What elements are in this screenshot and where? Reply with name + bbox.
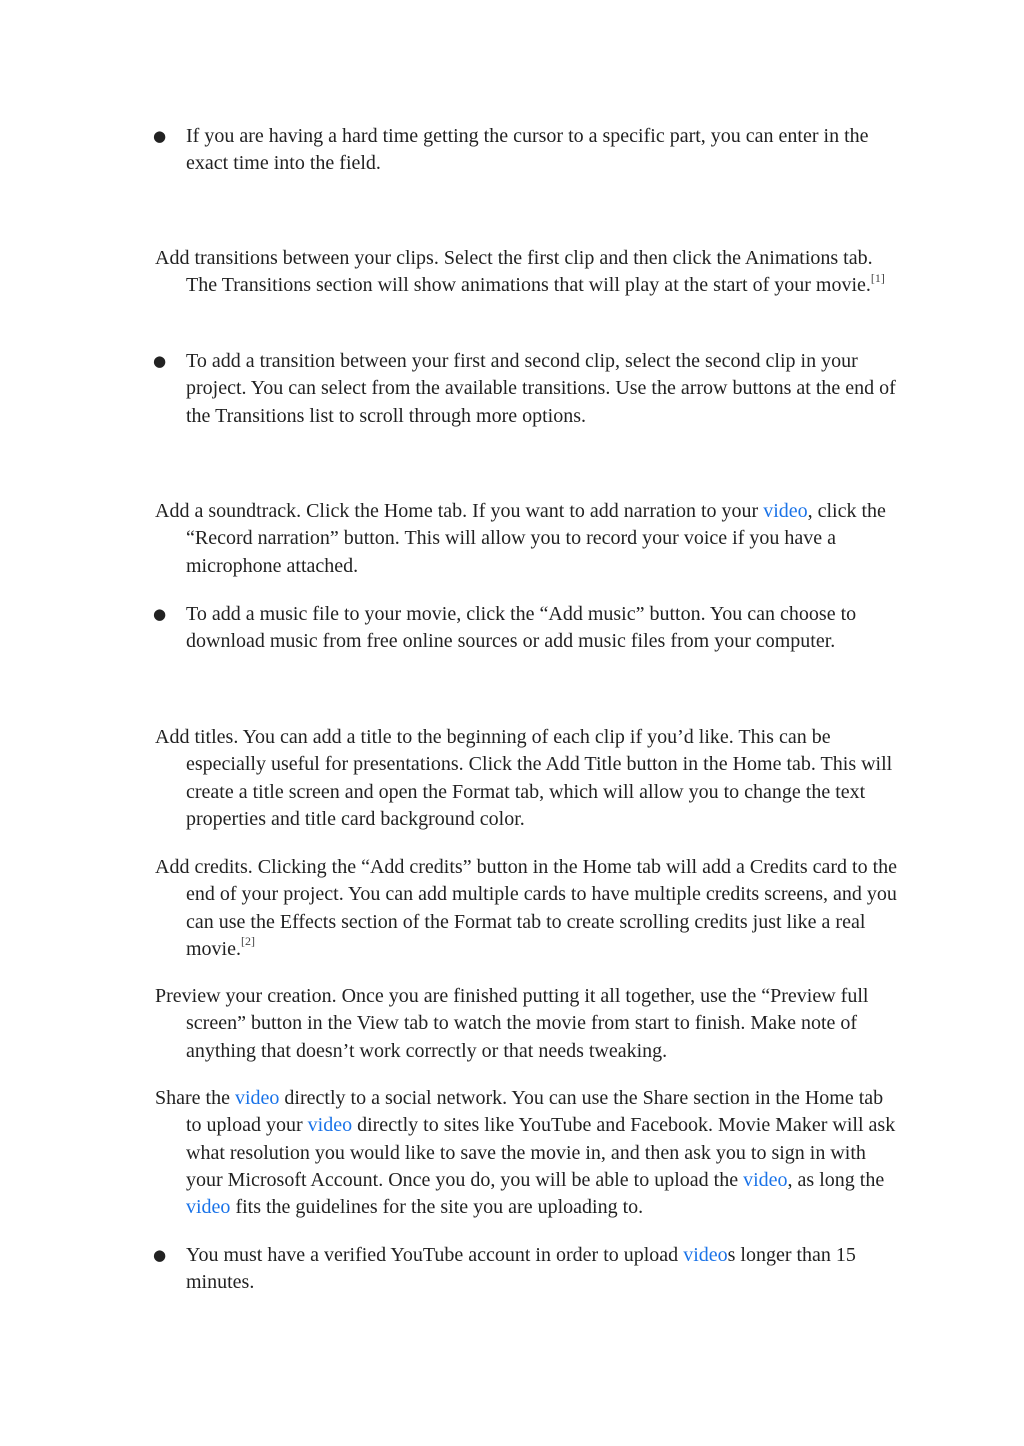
bullet-youtube-tip bbox=[153, 1242, 900, 1297]
step-text-part: directly to a social network. You can use the Share section in the Home tab to upload your bbox=[186, 1087, 884, 1137]
bullet-text: To add a music file to your movie, click the “Add music” button. You can choose to download music from free online sources or add music files from your computer. bbox=[186, 603, 857, 653]
step-text-part: , as long the bbox=[787, 1168, 885, 1191]
step-text: Preview your creation. Once you are finished putting it all together, use the “Preview full screen” button in the View tab to watch the movie from start to finish. Make note of anything that doesn’t work correctly or that needs tweaking. bbox=[155, 985, 869, 1062]
bullet-music-tip bbox=[153, 601, 900, 656]
video-link[interactable]: video bbox=[683, 1244, 728, 1266]
step-text-part: fits the guidelines for the site you are uploading to. bbox=[230, 1196, 644, 1219]
step-text: Add credits. Clicking the “Add credits” button in the Home tab will add a Credits card to the end of your project. You can add multiple cards to have multiple credits screens, and you can use the Effects section of the Format tab to create scrolling credits just like a real movie. bbox=[155, 856, 898, 960]
step-share bbox=[155, 1085, 900, 1221]
bullet-icon: ● bbox=[153, 605, 167, 623]
video-link[interactable]: video bbox=[186, 1196, 231, 1219]
bullet-text: If you are having a hard time getting the cursor to a specific part, you can enter in the exact time into the field. bbox=[186, 125, 869, 175]
step-text-before: Add a soundtrack. Click the Home tab. If you want to add narration to your bbox=[155, 500, 764, 522]
step-add-credits bbox=[155, 854, 900, 963]
step-text-after: , click the “Record narration” button. This will allow you to record your voice if you have a microphone attached. bbox=[186, 500, 886, 577]
bullet-icon: ● bbox=[153, 1246, 167, 1264]
step-preview bbox=[155, 983, 900, 1065]
video-link[interactable]: video bbox=[763, 500, 808, 522]
video-link[interactable]: video bbox=[743, 1168, 788, 1191]
video-link[interactable]: video bbox=[307, 1114, 353, 1137]
citation-1[interactable]: [1] bbox=[870, 270, 885, 285]
step-add-titles bbox=[155, 724, 900, 833]
video-link[interactable]: video bbox=[234, 1087, 280, 1109]
bullet-icon: ● bbox=[153, 127, 167, 145]
step-text: Add titles. You can add a title to the beginning of each clip if you’d like. This can be especially useful for presentations. Click the Add Title button in the Home tab. This will create a title screen and open the Format tab, which will allow you to change the text properties and title card background color. bbox=[155, 726, 893, 830]
citation-2[interactable]: [2] bbox=[241, 934, 255, 949]
bullet-transition-tip bbox=[153, 348, 900, 430]
bullet-text-before: You must have a verified YouTube account in order to upload bbox=[186, 1244, 684, 1266]
bullet-text: To add a transition between your first and second clip, select the second clip in your project. You can select from the available transitions. Use the arrow buttons at the end of the Transitions list to scroll through more options. bbox=[186, 350, 896, 427]
step-text: Add transitions between your clips. Select the first clip and then click the Animations tab. The Transitions section will show animations that will play at the start of your movie. bbox=[155, 247, 873, 297]
step-text-part: Share the bbox=[155, 1087, 235, 1109]
step-add-soundtrack bbox=[155, 498, 900, 580]
step-text-part: directly to sites like YouTube and Facebook. Movie Maker will ask what resolution you would like to save the movie in, and then ask you to sign in with your Microsoft Account. Once you do, you will be able to upload the bbox=[186, 1114, 896, 1191]
bullet-cursor-tip bbox=[153, 123, 900, 178]
step-add-transitions bbox=[155, 245, 900, 300]
bullet-icon: ● bbox=[153, 352, 167, 370]
bullet-text-after: s longer than 15 minutes. bbox=[186, 1244, 856, 1294]
